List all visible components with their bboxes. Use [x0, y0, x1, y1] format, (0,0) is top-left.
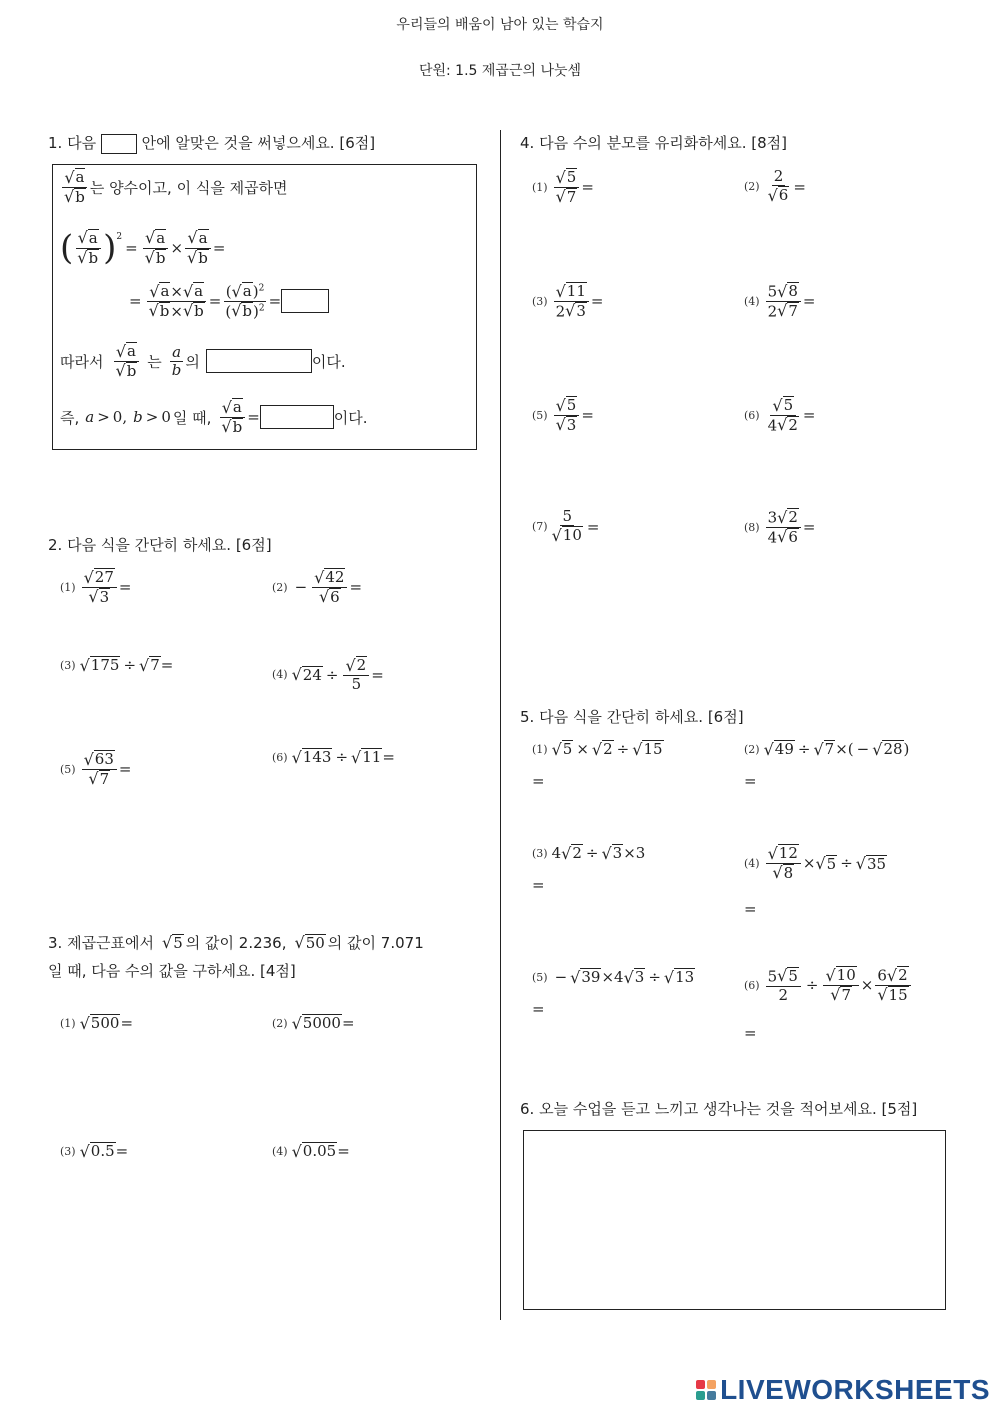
q1-line1: √ a √ b 는 양수이고, 이 식을 제곱하면: [64, 167, 288, 207]
q4-item-3: (3) √ 11 2 √ 3 =: [532, 281, 604, 321]
liveworksheets-logo[interactable]: [696, 1374, 990, 1406]
q2-item-2: (2) − √ 42 √ 6 =: [272, 567, 363, 607]
q5-item-3: (3) 4 √ 2 ÷ √ 3 × 3: [532, 843, 646, 863]
q5-eq-5: =: [532, 1000, 545, 1018]
liveworksheets-mark-icon: [696, 1380, 716, 1400]
q4-item-7: (7) 5 √ 10 =: [532, 507, 600, 545]
q3-item-1: (1) √ 500 =: [60, 1013, 134, 1033]
q6-answer-textarea[interactable]: [523, 1130, 946, 1310]
q5-eq-6: =: [744, 1024, 757, 1042]
q3-title-line2: 일 때, 다음 수의 값을 구하세요. [4점]: [48, 962, 296, 980]
q1-answer-3[interactable]: [260, 405, 334, 429]
q5-eq-3: =: [532, 876, 545, 894]
q5-title: 5. 다음 식을 간단히 하세요. [6점]: [520, 708, 744, 726]
q4-item-1: (1) √ 5 √ 7 =: [532, 167, 594, 207]
q5-item-1: (1) √ 5 × √ 2 ÷ √ 15: [532, 739, 663, 759]
q5-eq-2: =: [744, 772, 757, 790]
q1-title: 1. 다음 안에 알맞은 것을 써넣으세요. [6점]: [48, 134, 376, 152]
q2-item-5: (5) √ 63 √ 7 =: [60, 749, 132, 789]
worksheet-title: 우리들의 배움이 남아 있는 학습지: [396, 17, 604, 33]
blank-box-icon: [101, 134, 137, 154]
q6-title: 6. 오늘 수업을 듣고 느끼고 생각나는 것을 적어보세요. [5점]: [520, 1100, 918, 1118]
q2-title: 2. 다음 식을 간단히 하세요. [6점]: [48, 536, 272, 554]
q2-item-4: (4) √ 24 ÷ √ 2 5 =: [272, 655, 384, 693]
q4-item-5: (5) √ 5 √ 3 =: [532, 395, 594, 435]
q4-item-2: (2) 2 √ 6 =: [744, 167, 806, 205]
q2-item-6: (6) √ 143 ÷ √ 11 =: [272, 747, 395, 767]
q5-item-6: (6) 5 √ 5 2 ÷ √ 10 √ 7 × 6 √ 2 √ 15: [744, 966, 913, 1005]
q4-item-8: (8) 3 √ 2 4 √ 6 =: [744, 507, 816, 547]
q1-answer-1[interactable]: [281, 289, 329, 313]
q5-item-4: (4) √ 12 √ 8 × √ 5 ÷ √ 35: [744, 843, 887, 883]
q3-title-line1: 3. 제곱근표에서 √ 5 의 값이 2.236, √ 50 의 값이 7.071: [48, 933, 424, 953]
q5-eq-1: =: [532, 772, 545, 790]
q1-line2: ( √ a √ b ) 2 = √ a √ b × √ a √ b =: [60, 228, 226, 268]
q5-item-5: (5) − √ 39 × 4 √ 3 ÷ √ 13: [532, 967, 695, 987]
q1-line3: = √ a × √ a √ b × √ b = ( √ a )$^2$ ( √ b )$^2$ =: [126, 282, 329, 321]
q3-item-3: (3) √ 0.5 =: [60, 1141, 129, 1161]
q1-answer-2[interactable]: [206, 349, 312, 373]
q1-line4: 따라서 √ a √ b 는 $\frac{a}{b}$ 의 이다.: [60, 341, 346, 381]
q4-title: 4. 다음 수의 분모를 유리화하세요. [8점]: [520, 134, 788, 152]
column-divider: [500, 130, 501, 1320]
q4-item-4: (4) 5 √ 8 2 √ 7 =: [744, 281, 816, 321]
q5-eq-4: =: [744, 900, 757, 918]
q4-item-6: (6) √ 5 4 √ 2 =: [744, 395, 816, 435]
q2-item-3: (3) √ 175 ÷ √ 7 =: [60, 655, 174, 675]
q3-item-2: (2) √ 5000 =: [272, 1013, 355, 1033]
q3-item-4: (4) √ 0.05 =: [272, 1141, 350, 1161]
q2-item-1: (1) √ 27 √ 3 =: [60, 567, 132, 607]
q1-line5: 즉, a > 0 , b > 0 일 때, √ a √ b = 이다.: [60, 397, 368, 437]
logo-text: LIVEWORKSHEETS: [720, 1374, 990, 1405]
unit-title: 단원: 1.5 제곱근의 나눗셈: [418, 63, 582, 79]
q5-item-2: (2) √ 49 ÷ √ 7 × ( − √ 28 ): [744, 739, 910, 759]
